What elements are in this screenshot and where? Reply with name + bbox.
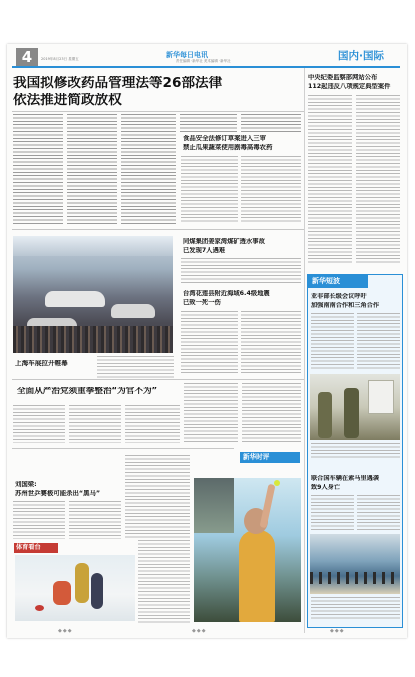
footer-ornament-right: ◆◆◆ (330, 628, 345, 634)
photo-car-2 (111, 304, 155, 318)
somalia-body-col2 (357, 495, 400, 531)
brief-label: 新华短波 (308, 275, 368, 288)
ccdi-body-col2 (356, 95, 400, 265)
commentary-body-col3 (125, 455, 190, 539)
ccdi-headline-line1: 中央纪委监察部网站公布 (308, 74, 378, 81)
lead-headline-line2: 依法推进简政放权 (13, 93, 122, 108)
photo-soldier-1 (318, 392, 332, 438)
ccdi-headline-line2: 112起违反八项规定典型案件 (308, 83, 391, 90)
commentary-badge: 新华时评 (240, 452, 300, 463)
brief-headline-line2: 加强南南合作和三角合作 (311, 302, 380, 309)
taiwan-headline-line1: 台湾花莲县附近海域6.4级地震 (183, 290, 270, 297)
section-title: 国内·国际 (338, 50, 384, 62)
rule-sports (12, 448, 234, 449)
beach-photo (310, 534, 400, 594)
beach-caption (311, 597, 400, 621)
photo-crowd (13, 326, 173, 353)
photo-curler-2 (91, 573, 103, 609)
discipline-body-col1 (13, 405, 65, 443)
curling-photo (15, 555, 135, 621)
photo-people (310, 572, 400, 584)
footer-ornament-center: ◆◆◆ (192, 628, 207, 634)
brief-body-col1 (311, 313, 354, 371)
edit-line: 责任编辑 ·新华社 美术编辑 ·新华社 (176, 59, 231, 63)
food-safety-body-col1 (181, 156, 238, 223)
photo-player-arm (260, 484, 276, 528)
discipline-body-col2 (69, 405, 121, 443)
coal-mine-headline-line2: 已发现7人遇难 (183, 247, 226, 254)
photo-roof (13, 236, 173, 256)
rule-lower (12, 379, 304, 380)
tennis-photo (194, 478, 301, 622)
taiwan-body-col1 (181, 311, 238, 373)
soldiers-photo (310, 374, 400, 440)
discipline-headline: 全面从严治党须重拳整治“为官不为” (17, 387, 158, 396)
taiwan-headline-line2: 已致一死一伤 (183, 299, 221, 306)
lead-headline-line1: 我国拟修改药品管理法等26部法律 (13, 76, 223, 91)
photo-curler-1 (75, 563, 89, 603)
photo-player-body (239, 530, 275, 622)
ccdi-body-col1 (308, 95, 352, 265)
lead-rule (12, 111, 304, 112)
somalia-headline-line2: 致9人身亡 (311, 484, 341, 491)
coal-mine-headline-line1: 同煤集团姜家湾煤矿透水事故 (183, 238, 265, 245)
footer-ornament-left: ◆◆◆ (58, 628, 73, 634)
lead-body-col5 (241, 114, 301, 132)
photo-sign (368, 380, 394, 414)
coal-mine-body (181, 258, 301, 284)
food-safety-headline-line2: 禁止瓜果蔬菜使用剧毒高毒农药 (183, 144, 273, 151)
soldiers-caption (311, 443, 400, 459)
photo-car-1 (45, 291, 105, 307)
auto-show-headline: 上海车展拉开帷幕 (15, 360, 68, 367)
photo-soldier-2 (344, 388, 359, 438)
sports-caption (138, 540, 190, 624)
brief-body-col2 (357, 313, 400, 371)
discipline-body-col5 (242, 383, 301, 443)
commentary-headline-line2: 苏州世乒赛极可能杀出“黑马” (15, 490, 101, 497)
food-safety-headline-line1: 食品安全法修订草案进入三审 (183, 135, 267, 142)
sports-label: 体育看台 (14, 543, 58, 553)
lead-body-col3 (121, 114, 176, 224)
commentary-headline-line1: 刘国梁: (15, 481, 37, 488)
auto-show-photo (13, 236, 173, 353)
auto-show-caption (97, 356, 174, 378)
taiwan-body-col2 (241, 311, 301, 373)
header-rule (12, 66, 400, 68)
page-number: 4 (16, 48, 38, 66)
somalia-headline-line1: 联合国车辆在索马里遇袭 (311, 475, 380, 482)
photo-spectators (194, 478, 234, 533)
somalia-body-col1 (311, 495, 354, 531)
photo-stone (35, 605, 44, 611)
lead-body-col4 (180, 114, 237, 132)
food-safety-body-col2 (241, 156, 301, 223)
lead-body-col1 (13, 114, 63, 224)
right-column-divider (304, 68, 305, 633)
discipline-body-col3 (125, 405, 180, 443)
lead-body-col2 (67, 114, 117, 224)
rule-mid (12, 229, 304, 230)
masthead: 新华每日电讯 (166, 50, 208, 59)
brief-headline-line1: 亚非部长级会议呼吁 (311, 293, 367, 300)
commentary-body-col2 (69, 501, 121, 539)
date-line: 2019年8月23日 星期五 (41, 57, 79, 61)
commentary-body-col1 (13, 501, 65, 539)
photo-ball (274, 480, 280, 486)
photo-curler-3 (53, 581, 71, 605)
discipline-body-col4 (184, 383, 238, 443)
